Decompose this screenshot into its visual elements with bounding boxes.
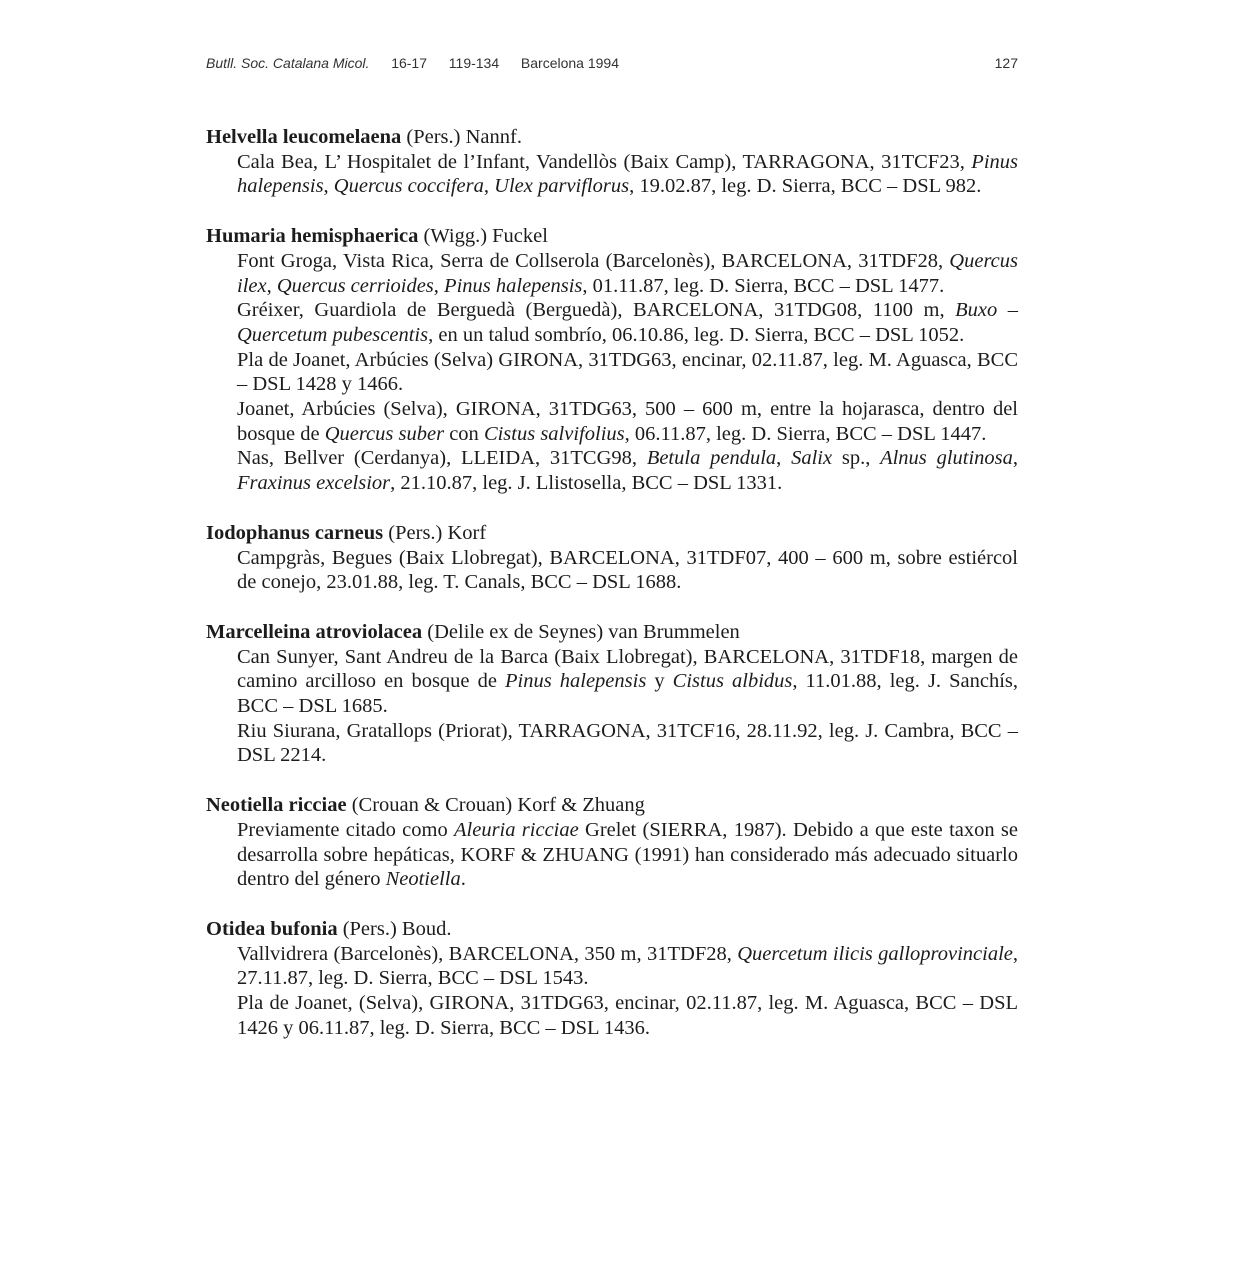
species-name: Ulex parviflorus [494,175,630,198]
taxon-authority: (Pers.) Korf [388,521,487,544]
taxon-entry [206,793,1018,892]
collection-record [237,298,1018,347]
record-text: , 19.02.87, leg. D. Sierra, BCC – DSL 982. [629,175,982,198]
species-name: Quercus ilex [237,249,1018,297]
collection-record [237,719,1018,768]
species-name: Alnus glutinosa [880,447,1013,470]
taxon-name: Marcelleina atroviolacea [206,620,423,643]
running-header [206,55,1018,77]
record-text: Pla de Joanet, Arbúcies (Selva) GIRONA, 31TDG63, encinar, 02.11.87, leg. M. Aguasca, BCC – DSL 1428 y 1466. [237,348,1018,396]
taxon-authority: (Delile ex de Seynes) van Brummelen [427,620,740,643]
species-name: Cistus salvifolius [483,422,625,445]
record-text: . [460,868,466,891]
taxon-entry [206,521,1018,595]
species-name: Aleuria ricciae [454,818,579,841]
taxon-authority: (Crouan & Crouan) Korf & Zhuang [351,794,645,817]
journal-title: Butll. Soc. Catalana Micol. [206,55,370,71]
taxon-name: Humaria hemisphaerica [206,225,419,248]
record-text: Vallvidrera (Barcelonès), BARCELONA, 350 m, 31TDF28, [237,942,738,965]
collection-record [237,546,1018,595]
record-text: Can Sunyer, Sant Andreu de la Barca (Baix Llobregat), BARCELONA, 31TDF18, margen de camino arcilloso en bosque de [237,645,1018,693]
taxon-name: Neotiella ricciae [206,794,347,817]
record-text: Gréixer, Guardiola de Berguedà (Berguedà), BARCELONA, 31TDG08, 1100 m, [237,299,956,322]
species-name: Quercus coccifera [333,175,484,198]
taxon-heading [206,620,1018,645]
record-text: Riu Siurana, Gratallops (Priorat), TARRAGONA, 31TCF16, 28.11.92, leg. J. Cambra, BCC – DSL 2214. [237,719,1018,767]
taxon-entry [206,224,1018,496]
record-text: Nas, Bellver (Cerdanya), LLEIDA, 31TCG98, [237,447,647,470]
species-name: Pinus halepensis [444,274,583,297]
collection-record [237,645,1018,719]
record-text: , 27.11.87, leg. D. Sierra, BCC – DSL 1543. [237,942,1019,990]
record-text: , 06.11.87, leg. D. Sierra, BCC – DSL 1447. [624,422,987,445]
record-text: , 01.11.87, leg. D. Sierra, BCC – DSL 1477. [582,274,945,297]
species-name: Neotiella [385,868,461,891]
species-name: Quercetum ilicis galloprovinciale [737,942,1013,965]
record-text: con [444,422,484,445]
collection-record [237,446,1018,495]
collection-record [237,942,1018,991]
record-text: , [433,274,445,297]
record-text: Joanet, Arbúcies (Selva), GIRONA, 31TDG63, 500 – 600 m, entre la hojarasca, dentro del bosque de [237,398,1018,445]
species-name: Betula pendula [646,447,777,470]
taxon-name: Iodophanus carneus [206,521,384,544]
species-name: Quercus suber [324,422,445,445]
taxon-entry [206,917,1018,1041]
record-text: , 21.10.87, leg. J. Llistosella, BCC – DSL 1331. [390,472,783,495]
species-name: Quercus cerrioides [276,274,434,297]
taxon-name: Helvella leucomelaena [206,126,402,148]
record-text: , en un talud sombrío, 06.10.86, leg. D. Sierra, BCC – DSL 1052. [428,323,965,346]
taxon-entry [206,620,1018,768]
record-text: Font Groga, Vista Rica, Serra de Collserola (Barcelonès), BARCELONA, 31TDF28, [237,249,950,272]
collection-record [237,818,1018,892]
collection-record [237,150,1018,199]
place-year: Barcelona 1994 [520,55,619,71]
taxon-heading [206,521,1018,546]
species-name: Cistus albidus [672,670,793,693]
record-text: , [266,274,277,297]
record-text: , [483,175,495,198]
taxon-entry [206,125,1018,199]
record-text: , [1012,447,1019,470]
taxon-heading [206,125,1018,150]
taxon-authority: (Pers.) Nannf. [406,126,522,148]
record-text: , 11.01.88, leg. J. Sanchís, BCC – DSL 1685. [237,670,1019,718]
species-name: Pinus halepensis [505,670,647,693]
species-name: Pinus halepensis [237,150,1018,198]
taxon-authority: (Wigg.) Fuckel [423,225,548,248]
page-range: 119-134 [448,55,500,71]
record-text: Previamente citado como [237,818,454,841]
taxon-heading [206,917,1018,942]
species-name: Salix [791,447,833,470]
collection-record [237,249,1018,298]
species-list [206,125,1018,1066]
taxon-name: Otidea bufonia [206,917,338,940]
taxon-authority: (Pers.) Boud. [342,917,452,940]
record-text: , [323,175,334,198]
collection-record [237,348,1018,397]
taxon-heading [206,224,1018,249]
species-name: Fraxinus excelsior [237,472,391,495]
record-text: , [776,447,792,470]
page-number: 127 [994,55,1018,71]
record-text: Cala Bea, L’ Hospitalet de l’Infant, Vandellòs (Baix Camp), TARRAGONA, 31TCF23, [237,150,972,173]
record-text: y [646,670,673,693]
record-text: Grelet (SIERRA, 1987). Debido a que este taxon se desarrolla sobre hepáticas, KORF & ZHUANG (1991) han considerado más adecuado situarlo dentro del género [237,818,1018,891]
journal-volume: 16-17 [391,55,427,71]
taxon-heading [206,793,1018,818]
collection-record [237,397,1018,446]
record-text: sp., [832,447,881,470]
record-text: Campgràs, Begues (Baix Llobregat), BARCELONA, 31TDF07, 400 – 600 m, sobre estiércol de conejo, 23.01.88, leg. T. Canals, BCC – DSL 1688. [237,546,1018,594]
collection-record [237,991,1018,1040]
species-name: Buxo – Quercetum pubescentis [237,299,1019,346]
record-text: Pla de Joanet, (Selva), GIRONA, 31TDG63, encinar, 02.11.87, leg. M. Aguasca, BCC – DSL 1426 y 06.11.87, leg. D. Sierra, BCC – DSL 1436. [237,992,1018,1039]
